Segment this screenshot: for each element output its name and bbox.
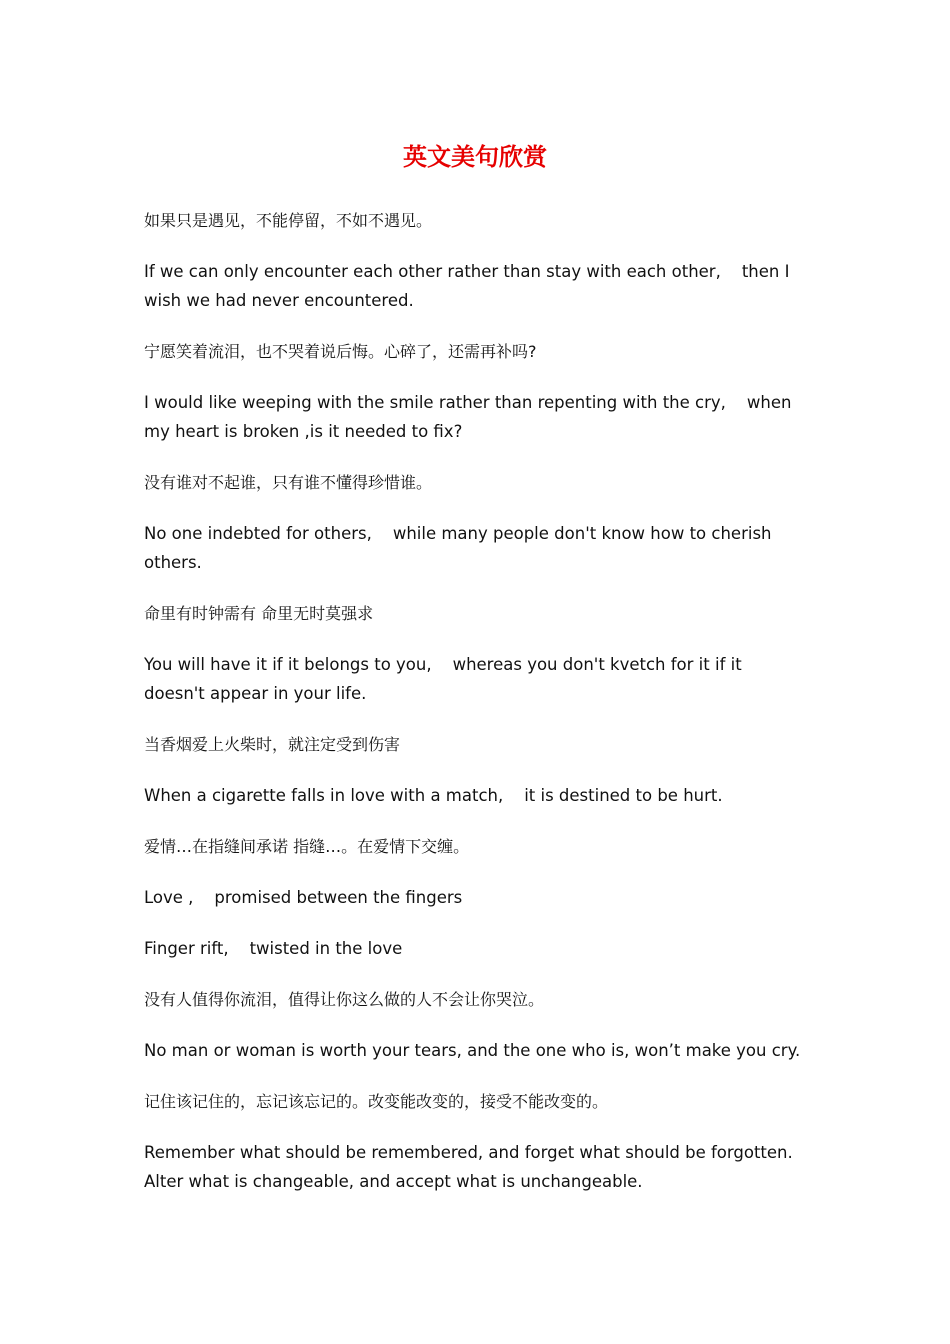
paragraph-zh: 当香烟爱上火柴时，就注定受到伤害 — [144, 735, 401, 754]
paragraph-en: If we can only encounter each other rather than stay with each other, then I wish we had never encountered. — [144, 262, 795, 310]
paragraph-zh: 记住该记住的，忘记该忘记的。改变能改变的，接受不能改变的。 — [144, 1092, 609, 1111]
document-body — [144, 206, 806, 1218]
paragraph-en: Love , promised between the fingers — [144, 888, 463, 907]
paragraph-zh: 爱情…在指缝间承诺 指缝…。在爱情下交缠。 — [144, 837, 470, 856]
paragraph-zh: 没有谁对不起谁，只有谁不懂得珍惜谁。 — [144, 473, 433, 492]
paragraph-zh: 如果只是遇见，不能停留，不如不遇见。 — [144, 211, 433, 230]
document-title: 英文美句欣赏 — [403, 143, 547, 171]
paragraph-en: No one indebted for others, while many people don't know how to cherish others. — [144, 524, 777, 572]
paragraph-en: Finger rift, twisted in the love — [144, 939, 403, 958]
paragraph-en: When a cigarette falls in love with a match, it is destined to be hurt. — [144, 786, 723, 805]
paragraph-zh: 命里有时钟需有 命里无时莫强求 — [144, 604, 374, 623]
paragraph-zh: 宁愿笑着流泪，也不哭着说后悔。心碎了，还需再补吗? — [144, 342, 537, 361]
paragraph-en: No man or woman is worth your tears, and the one who is, won’t make you cry. — [144, 1041, 801, 1060]
paragraph-en: I would like weeping with the smile rather than repenting with the cry, when my heart is broken ,is it needed to fix? — [144, 393, 797, 441]
paragraph-en: Remember what should be remembered, and forget what should be forgotten. Alter what is changeable, and accept what is unchangeable. — [144, 1143, 799, 1191]
paragraph-en: You will have it if it belongs to you, whereas you don't kvetch for it if it doesn't appear in your life. — [144, 655, 747, 703]
paragraph-zh: 没有人值得你流泪，值得让你这么做的人不会让你哭泣。 — [144, 990, 545, 1009]
